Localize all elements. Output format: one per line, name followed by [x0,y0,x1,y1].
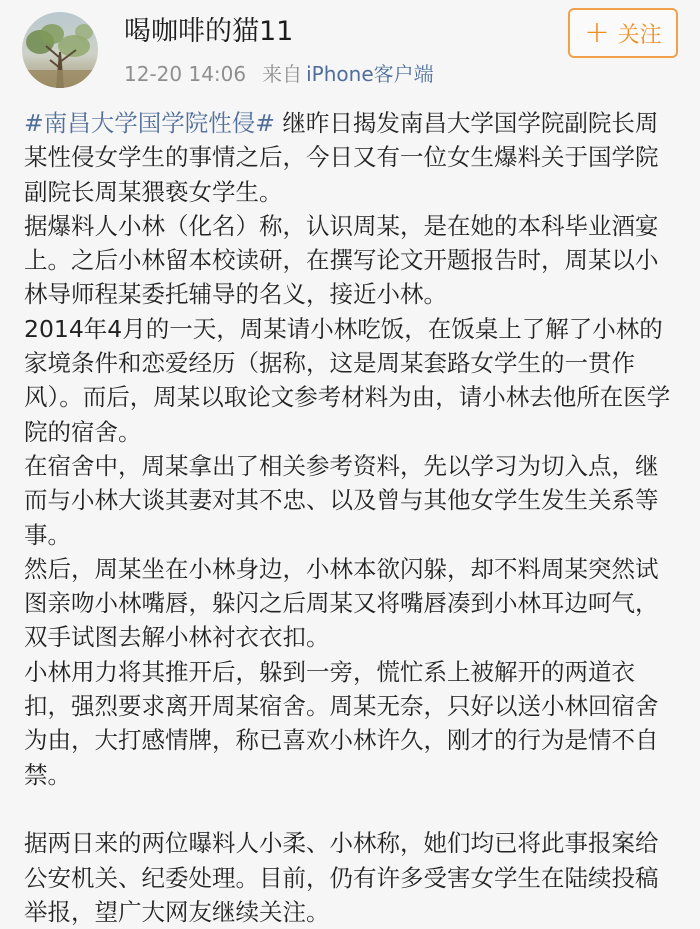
author-name[interactable]: 喝咖啡的猫11 [124,16,294,47]
post-paragraph: 小林用力将其推开后，躲到一旁，慌忙系上被解开的两道衣扣，强烈要求离开周某宿舍。周某无奈，只好以送小林回宿舍为由，大打感情牌，称已喜欢小林许久，刚才的行为是情不自禁。 [24,657,659,789]
source-prefix: 来自 [262,62,303,86]
post-body [24,106,676,929]
follow-button-label: 关注 [617,22,662,48]
paragraph-text: 继昨日揭发南昌大学国学院副院长周某性侵女学生的事情之后，今日又有一位女生爆料关于国学院副院长周某猥亵女学生。 [24,109,659,206]
post-paragraph: 据爆料人小林（化名）称，认识周某，是在她的本科毕业酒宴上。之后小林留本校读研，在撰写论文开题报告时，周某以小林导师程某委托辅导的名义，接近小林。 [24,211,659,309]
avatar-image [22,12,98,88]
post-paragraph: 2014年4月的一天，周某请小林吃饭，在饭桌上了解了小林的家境条件和恋爱经历（据称，这是周某套路女学生的一贯作风）。而后，周某以取论文参考材料为由，请小林去他所在医学院的宿舍。 [24,314,671,446]
post-paragraph: 据两日来的两位曝料人小柔、小林称，她们均已将此事报案给公安机关、纪委处理。目前，仍有许多受害女学生在陆续投稿举报，望广大网友继续关注。 [24,829,659,926]
post-paragraph: 然后，周某坐在小林身边，小林本欲闪躲，却不料周某突然试图亲吻小林嘴唇，躲闪之后周某又将嘴唇凑到小林耳边呵气，双手试图去解小林衬衣衣扣。 [24,554,659,652]
follow-button[interactable] [568,8,678,58]
plus-icon: + [584,15,610,50]
post-header [0,0,700,96]
post-meta [124,60,434,88]
post-paragraph [24,106,676,209]
post-timestamp: 12-20 14:06 [124,62,247,86]
post-paragraph: 在宿舍中，周某拿出了相关参考资料，先以学习为切入点，继而与小林大谈其妻对其不忠、以及曾与其他女学生发生关系等事。 [24,451,659,549]
paragraph-gap [24,792,676,826]
hashtag-link[interactable]: #南昌大学国学院性侵# [24,109,275,137]
source-link[interactable]: iPhone客户端 [306,62,434,86]
avatar[interactable] [22,12,98,88]
